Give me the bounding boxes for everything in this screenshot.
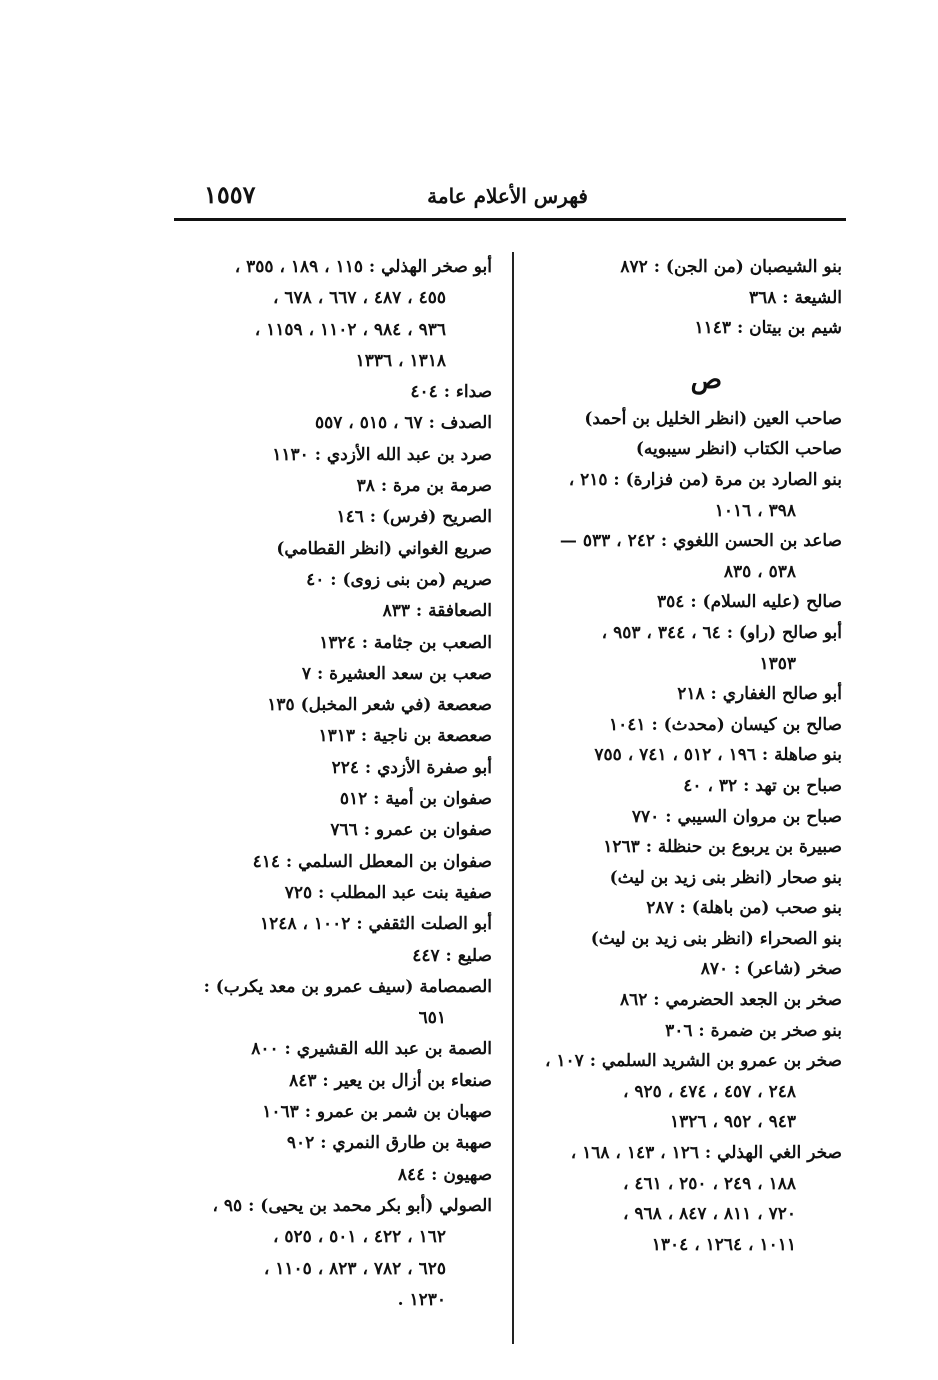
index-entry: صرد بن عبد الله الأزدي : ١١٣٠	[272, 444, 492, 465]
running-header	[174, 176, 846, 216]
section-letter: ص	[690, 364, 722, 395]
index-entry: صباح بن تهد : ٣٢ ، ٤٠	[683, 775, 842, 796]
index-entry: أبو صالح الغفاري : ٢١٨	[677, 684, 842, 705]
index-entry-continuation: ٥٣٨ ، ٨٣٥	[723, 561, 796, 582]
index-entry-continuation: ٧٢٠ ، ٨١١ ، ٨٤٧ ، ٩٦٨ ،	[622, 1204, 796, 1225]
index-entry: أبو صالح (راو) : ٦٤ ، ٣٤٤ ، ٩٥٣ ،	[601, 622, 842, 643]
index-entry: أبو صخر الهذلي : ١١٥ ، ١٨٩ ، ٣٥٥ ،	[234, 257, 492, 277]
index-entry: الصمة بن عبد الله القشيري : ٨٠٠	[251, 1039, 492, 1060]
index-entry: صاحب الكتاب (انظر سيبويه)	[635, 439, 842, 460]
index-entry: صريع الغواني (انظر القطامي)	[276, 538, 492, 559]
column-divider	[512, 252, 514, 1344]
index-entry: صفوان بن المعطل السلمي : ٤١٤	[252, 851, 492, 872]
index-entry: صهبان بن شمر بن عمرو : ١٠٦٣	[262, 1102, 492, 1123]
page-title: فهرس الأعلام عامة	[427, 184, 588, 208]
index-entry: صعب بن سعد العشيرة : ٧	[301, 663, 492, 684]
right-column	[530, 252, 842, 1260]
index-entry-continuation: ١٢٣٠ .	[397, 1289, 446, 1310]
index-entry-continuation: ٣٩٨ ، ١٠١٦	[714, 500, 796, 521]
index-entry: بنو الصحراء (انظر بنى زيد بن ليث)	[590, 928, 842, 949]
index-entry-continuation: ١٣١٨ ، ١٣٣٦	[355, 350, 446, 371]
index-entry: صخر (شاعر) : ٨٧٠	[700, 959, 842, 980]
index-entry-continuation: ٦٢٥ ، ٧٨٢ ، ٨٢٣ ، ١١٠٥ ،	[263, 1258, 446, 1279]
index-entry-continuation: ١٨٨ ، ٢٤٩ ، ٢٥٠ ، ٤٦١ ،	[622, 1173, 796, 1194]
index-entry: صخر بن عمرو بن الشريد السلمي : ١٠٧ ،	[544, 1051, 842, 1072]
index-entry: الصمصامة (سيف عمرو بن معد يكرب) :	[203, 976, 492, 997]
index-entry: بنو صخر بن ضمرة : ٣٠٦	[665, 1020, 842, 1041]
index-entry-continuation: ٦٥١	[418, 1008, 446, 1029]
header-rule	[174, 218, 846, 221]
index-entry: الشيعة : ٣٦٨	[748, 287, 842, 308]
index-entry: الصعب بن جثامة : ١٣٢٤	[319, 632, 492, 653]
index-entry: صبيرة بن يربوع بن حنظلة : ١٢٦٣	[603, 837, 842, 858]
index-entry: صنعاء بن أزال بن يعير : ٨٤٣	[289, 1070, 492, 1091]
index-entry: صداء : ٤٠٤	[410, 382, 492, 403]
page-number: ١٥٥٧	[204, 180, 256, 209]
index-entry: صباح بن مروان السيبي : ٧٧٠	[631, 806, 842, 827]
index-entry: صعصعة بن ناجية : ١٣١٣	[318, 726, 492, 747]
index-entry: صرمة بن مرة : ٣٨	[356, 476, 492, 497]
index-entry-continuation: ٤٥٥ ، ٤٨٧ ، ٦٦٧ ، ٦٧٨ ،	[272, 288, 446, 309]
index-entry: صفية بنت عبد المطلب : ٧٢٥	[284, 882, 492, 903]
index-entry: صليع : ٤٤٧	[412, 945, 492, 966]
index-entry: الصريح (فرس) : ١٤٦	[336, 507, 492, 528]
index-entry: بنو الصارد بن مرة (من فزارة) : ٢١٥ ،	[568, 469, 842, 490]
index-entry-continuation: ٩٣٦ ، ٩٨٤ ، ١١٠٢ ، ١١٥٩ ،	[254, 319, 446, 340]
index-entry: صالح بن كيسان (محدث) : ١٠٤١	[609, 714, 842, 735]
index-entry: صخر الغي الهذلي : ١٢٦ ، ١٤٣ ، ١٦٨ ،	[570, 1143, 842, 1164]
index-entry: صاعد بن الحسن اللغوي : ٢٤٢ ، ٥٣٣ —	[559, 531, 842, 552]
index-entry-continuation: ٢٤٨ ، ٤٥٧ ، ٤٧٤ ، ٩٢٥ ،	[622, 1081, 796, 1102]
index-entry: صالح (عليه السلام) : ٣٥٤	[657, 592, 842, 613]
index-entry: صاحب العين (انظر الخليل بن أحمد)	[584, 408, 842, 429]
index-entry: الصولي (أبو بكر محمد بن يحيى) : ٩٥ ،	[212, 1195, 492, 1216]
index-entry: صريم (من بنى زوى) : ٤٠	[306, 569, 492, 590]
index-entry: صفوان بن عمرو : ٧٦٦	[330, 820, 492, 841]
index-entry: بنو صحار (انظر بنى زيد بن ليث)	[609, 867, 842, 888]
index-entry-continuation: ١٣٥٣	[759, 653, 796, 674]
index-entry: بنو صاهلة : ١٩٦ ، ٥١٢ ، ٧٤١ ، ٧٥٥	[594, 745, 842, 766]
index-entry-continuation: ٩٤٣ ، ٩٥٢ ، ١٣٢٦	[670, 1112, 796, 1133]
index-entry: صهيون : ٨٤٤	[397, 1164, 492, 1185]
index-entry-continuation: ١٦٢ ، ٤٢٢ ، ٥٠١ ، ٥٢٥ ،	[272, 1227, 446, 1248]
index-entry-continuation: ١٠١١ ، ١٢٦٤ ، ١٣٠٤	[651, 1234, 796, 1255]
left-column	[176, 252, 492, 1316]
index-entry: صخر بن الجعد الحضرمي : ٨٦٢	[619, 990, 842, 1011]
index-entry: شيم بن بيتان : ١١٤٣	[694, 318, 842, 339]
index-entry: صهبة بن طارق النمري : ٩٠٢	[286, 1133, 492, 1154]
index-entry: الصعافقة : ٨٣٣	[382, 601, 492, 622]
index-entry: صفوان بن أمية : ٥١٢	[339, 789, 492, 810]
index-entry: أبو الصلت الثقفي : ١٠٠٢ ، ١٢٤٨	[260, 914, 492, 935]
index-entry: أبو صفرة الأزدي : ٢٢٤	[331, 757, 492, 778]
index-entry: بنو الشيصبان (من الجن) : ٨٧٢	[620, 257, 842, 277]
index-entry: بنو صحب (من باهلة) : ٢٨٧	[646, 898, 842, 919]
index-entry: الصدف : ٦٧ ، ٥١٥ ، ٥٥٧	[314, 413, 492, 434]
index-entry: صعصعة (في شعر المخبل) ١٣٥	[267, 695, 492, 716]
